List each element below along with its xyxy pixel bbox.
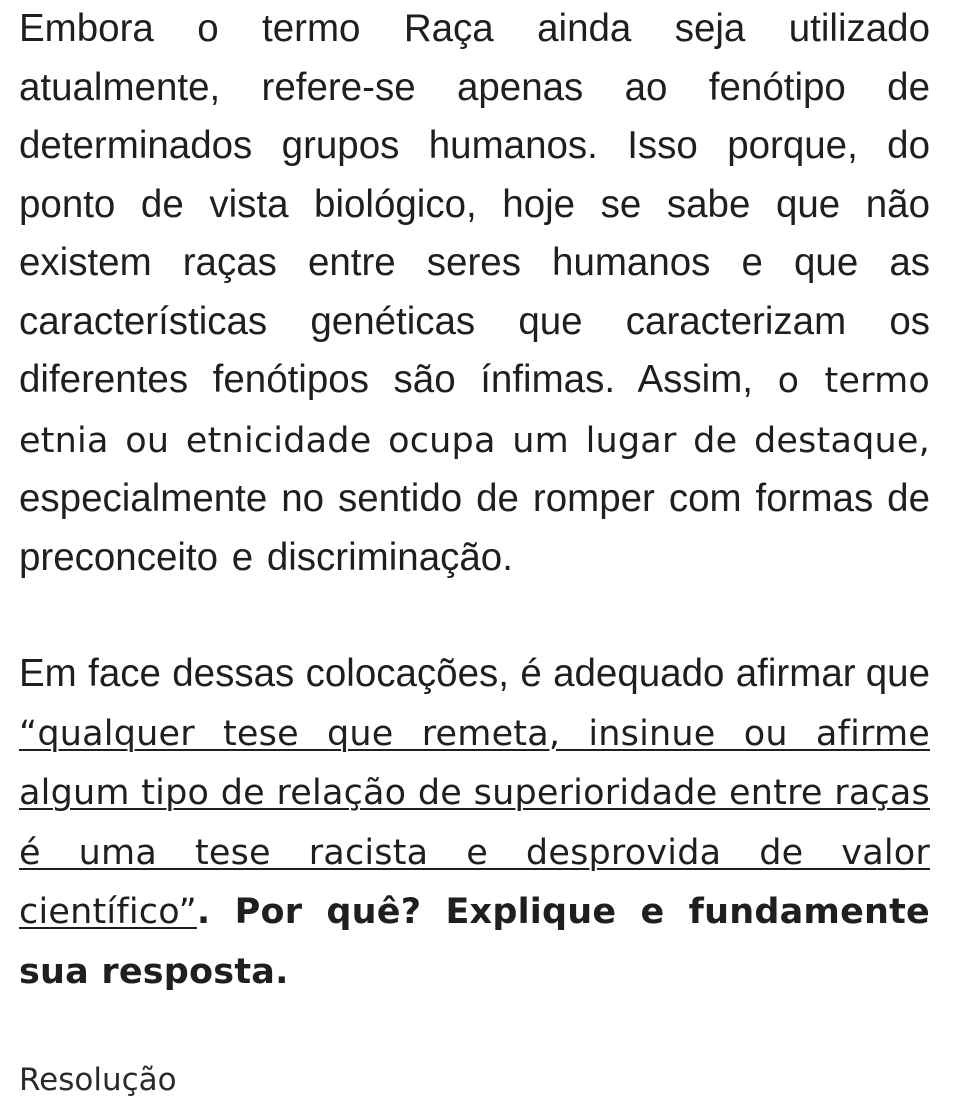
context-tail-text: especialmente no sentido de romper com formas de preconceito e discriminação. [19, 477, 930, 579]
context-text: Embora o termo Raça ainda seja utilizado atualmente, refere-se apenas ao fenótipo de determinados grupos humanos. Isso porque, do ponto de vista biológico, hoje se sabe que não existem raças entre seres humanos e que as características genéticas que caracterizam os diferentes fenótipos são ínfimas. Assim, [19, 7, 930, 401]
question-que-text: que [865, 652, 930, 695]
resolution-heading: Resolução [19, 1062, 177, 1098]
document-body [19, 0, 930, 1001]
underlined-quote: “qualquer tese que remeta, insinue ou afirme algum tipo de relação de superioridade entre raças é uma tese racista e desprovida de valor científico” [19, 713, 930, 932]
context-paragraph [19, 0, 930, 587]
context-emphasis-text: o termo etnia ou etnicidade ocupa um lugar de destaque, [19, 361, 930, 461]
question-paragraph [19, 645, 930, 1001]
question-prompt-text: . Por quê? Explique e fundamente sua resposta. [19, 892, 930, 992]
question-lead-text: Em face dessas colocações, é adequado afirmar [19, 652, 856, 695]
